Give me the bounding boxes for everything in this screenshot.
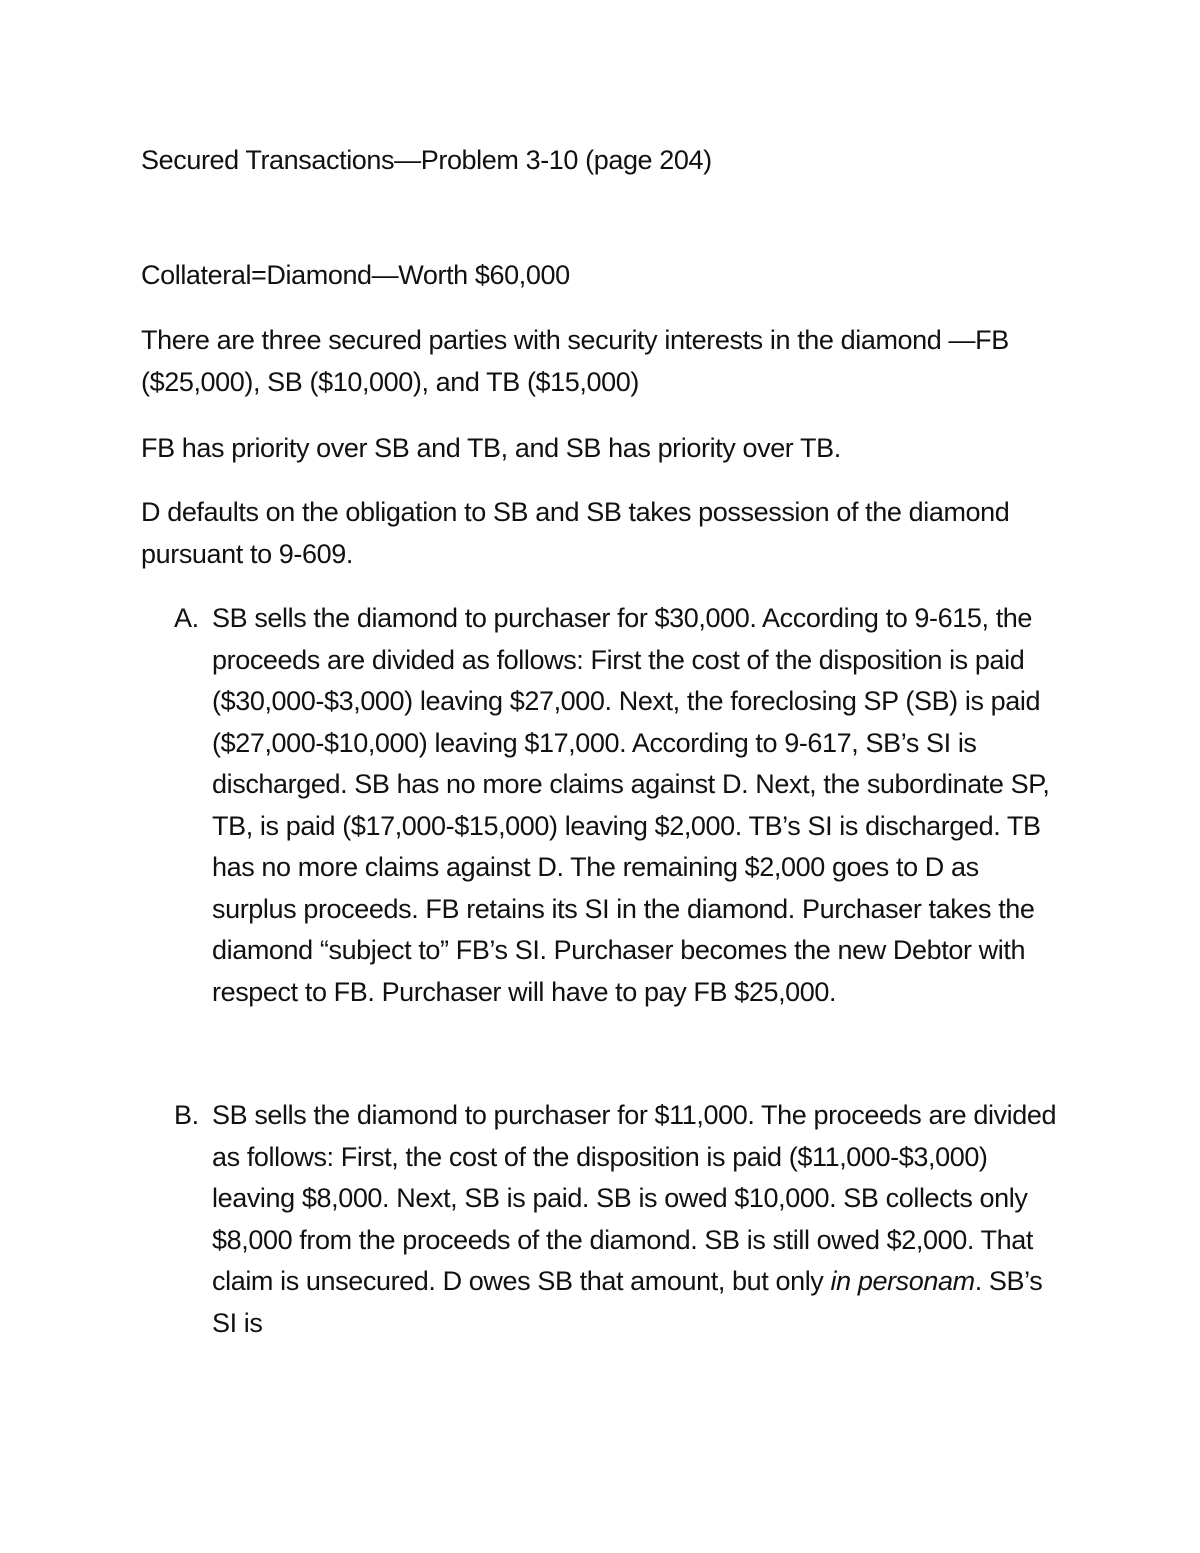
list-text-b-after: . SB’s SI is bbox=[212, 1266, 1043, 1338]
collateral-line: Collateral=Diamond—Worth $60,000 bbox=[141, 260, 570, 290]
default-paragraph: D defaults on the obligation to SB and SB takes possession of the diamond pursuant to 9-609. bbox=[141, 497, 1010, 569]
list-item-a bbox=[141, 598, 1061, 1013]
list-text-b-italic: in personam bbox=[830, 1266, 975, 1296]
priority-paragraph: FB has priority over SB and TB, and SB has priority over TB. bbox=[141, 433, 841, 463]
parties-paragraph: There are three secured parties with security interests in the diamond —FB ($25,000), SB ($10,000), and TB ($15,000) bbox=[141, 325, 1009, 397]
list-item-b bbox=[141, 1095, 1061, 1344]
document-title: Secured Transactions—Problem 3-10 (page 204) bbox=[141, 145, 712, 175]
list-marker-b: B. bbox=[174, 1100, 199, 1130]
list-marker-a: A. bbox=[174, 603, 199, 633]
list-text-a: SB sells the diamond to purchaser for $30,000. According to 9-615, the proceeds are divided as follows: First the cost of the disposition is paid ($30,000-$3,000) leaving $27,000. Next, the foreclosing SP (SB) is paid ($27,000-$10,000) leaving $17,000. According to 9-617, SB’s SI is discharged. SB has no more claims against D. Next, the subordinate SP, TB, is paid ($17,000-$15,000) leaving $2,000. TB’s SI is discharged. TB has no more claims against D. The remaining $2,000 goes to D as surplus proceeds. FB retains its SI in the diamond. Purchaser takes the diamond “subject to” FB’s SI. Purchaser becomes the new Debtor with respect to FB. Purchaser will have to pay FB $25,000. bbox=[212, 603, 1050, 1007]
list-text-b-before: SB sells the diamond to purchaser for $11,000. The proceeds are divided as follows: First, the cost of the disposition is paid ($11,000-$3,000) leaving $8,000. Next, SB is paid. SB is owed $10,000. SB collects only $8,000 from the proceeds of the diamond. SB is still owed $2,000. That claim is unsecured. D owes SB that amount, but only bbox=[212, 1100, 1057, 1296]
